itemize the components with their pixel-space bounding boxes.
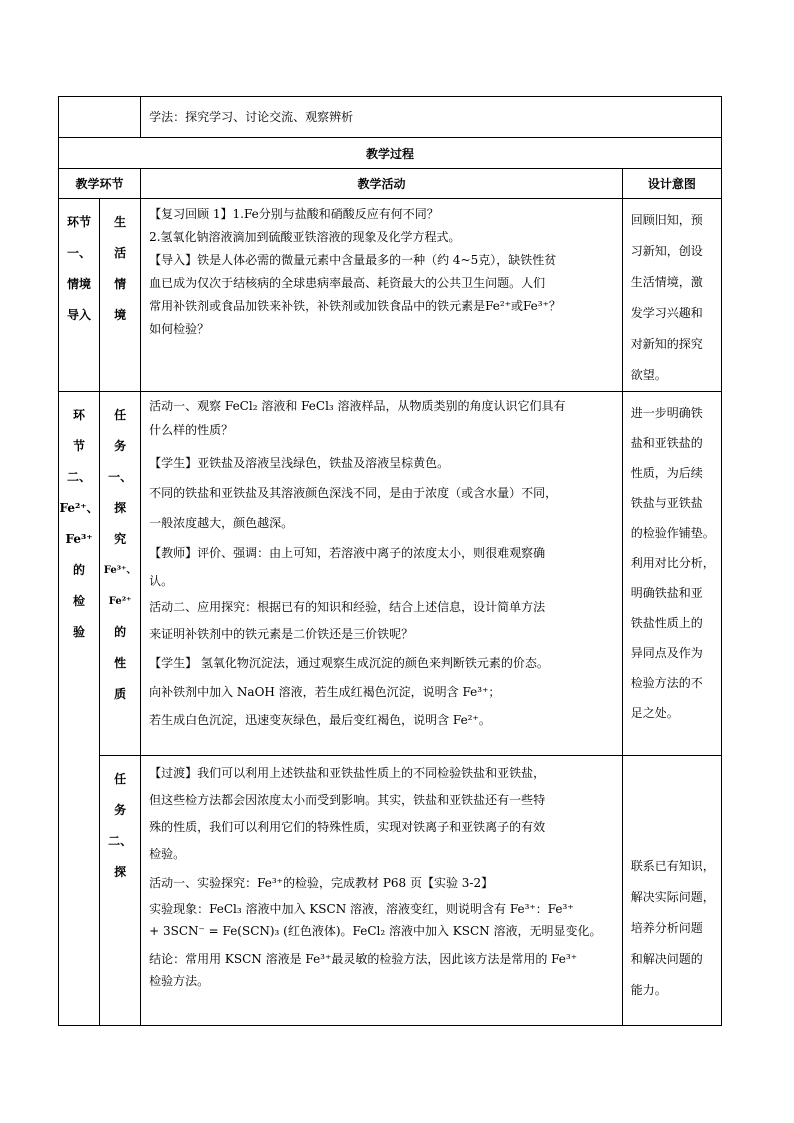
task1-intent: 进一步明确铁 盐和亚铁盐的 性质，为后续 铁盐与亚铁盐 的检验作铺垫。 利用对比分析， 明确铁盐和亚 铁盐性质上的 异同点及作为 检验方法的不 足之处。 bbox=[622, 392, 721, 756]
activity-line: 来证明补铁剂中的铁元素是二价铁还是三价铁呢？ bbox=[149, 627, 414, 641]
col-stage-header: 教学环节 bbox=[59, 169, 141, 199]
activity-line: 【学生】亚铁盐及溶液呈浅绿色，铁盐及溶液呈棕黄色。 bbox=[149, 456, 450, 470]
activity-line: 【复习回顾 1】1.Fe分别与盐酸和硝酸反应有何不同？ bbox=[149, 207, 439, 221]
activity-line: 一般浓度越大，颜色越深。 bbox=[149, 516, 294, 530]
activity-line: 【导入】铁是人体必需的微量元素中含量最多的一种（约 4~5克），缺铁性贫 bbox=[149, 253, 557, 267]
col-activity-header: 教学活动 bbox=[141, 169, 623, 199]
task1-row bbox=[59, 392, 722, 756]
stage1-sublabel: 生 活 情 境 bbox=[100, 199, 141, 392]
col-intent-header: 设计意图 bbox=[622, 169, 721, 199]
activity-line: 若生成白色沉淀，迅速变灰绿色，最后变红褐色，说明含 Fe²⁺。 bbox=[149, 713, 491, 727]
activity-line: 【过渡】我们可以利用上述铁盐和亚铁盐性质上的不同检验铁盐和亚铁盐， bbox=[149, 766, 546, 780]
activity-line: 认。 bbox=[149, 574, 174, 588]
activity-line: 检验。 bbox=[149, 847, 186, 861]
activity-line: 【学生】 氢氧化物沉淀法，通过观察生成沉淀的颜色来判断铁元素的价态。 bbox=[149, 656, 549, 670]
activity-line: 活动一、实验探究：Fe³⁺的检验，完成教材 P68 页【实验 3-2】 bbox=[149, 876, 494, 890]
process-title: 教学过程 bbox=[59, 138, 722, 169]
activity-line: 2.氢氧化钠溶液滴加到硫酸亚铁溶液的现象及化学方程式。 bbox=[149, 230, 461, 244]
task2-activity bbox=[141, 756, 623, 1026]
activity-line: 血已成为仅次于结核病的全球患病率最高、耗资最大的公共卫生问题。人们 bbox=[149, 276, 546, 290]
activity-line: 常用补铁剂或食品加铁来补铁，补铁剂或加铁食品中的铁元素是Fe²⁺或Fe³⁺？ bbox=[149, 299, 561, 313]
stage1-row bbox=[59, 199, 722, 392]
activity-line: 实验现象：FeCl₃ 溶液中加入 KSCN 溶液，溶液变红，则说明含有 Fe³⁺：Fe³⁺ bbox=[149, 902, 574, 916]
method-cell bbox=[141, 97, 722, 138]
activity-line: 如何检验？ bbox=[149, 322, 210, 336]
column-header-row bbox=[59, 169, 722, 199]
task2-intent: 联系已有知识， 解决实际问题， 培养分析问题 和解决问题的 能力。 bbox=[622, 756, 721, 1026]
stage1-label: 环节 一、 情境 导入 bbox=[59, 199, 100, 392]
activity-line: 殊的性质，我们可以利用它们的特殊性质，实现对铁离子和亚铁离子的有效 bbox=[149, 820, 546, 834]
activity-line: 【教师】评价、强调：由上可知，若溶液中离子的浓度太小，则很难观察确 bbox=[149, 546, 546, 560]
activity-line: + 3SCN⁻ = Fe(SCN)₃ (红色液体)。FeCl₂ 溶液中加入 KSCN 溶液，无明显变化。 bbox=[149, 924, 602, 938]
activity-line: 检验方法。 bbox=[149, 974, 210, 988]
activity-line: 结论：常用用 KSCN 溶液是 Fe³⁺最灵敏的检验方法，因此该方法是常用的 Fe³⁺ bbox=[149, 952, 578, 966]
activity-line: 活动一、观察 FeCl₂ 溶液和 FeCl₃ 溶液样品，从物质类别的角度认识它们具有 bbox=[149, 399, 566, 413]
lesson-plan-table bbox=[58, 96, 722, 1026]
stage1-activity bbox=[141, 199, 623, 392]
activity-line: 但这些检方法都会因浓度太小而受到影响。其实，铁盐和亚铁盐还有一些特 bbox=[149, 793, 546, 807]
activity-line: 不同的铁盐和亚铁盐及其溶液颜色深浅不同，是由于浓度（或含水量）不同， bbox=[149, 486, 558, 500]
stage2-label: 环 节 二、 Fe²⁺、 Fe³⁺ 的 检 验 bbox=[59, 392, 100, 1026]
task1-label: 任 务 一、 探 究 Fe³⁺、 Fe²⁺ 的 性 质 bbox=[100, 392, 141, 756]
activity-line: 什么样的性质？ bbox=[149, 423, 234, 437]
empty-cell bbox=[59, 97, 141, 138]
method-row bbox=[59, 97, 722, 138]
activity-line: 活动二、应用探究：根据已有的知识和经验，结合上述信息，设计简单方法 bbox=[149, 600, 546, 614]
task2-label: 任 务 二、 探 bbox=[100, 756, 141, 1026]
task1-activity bbox=[141, 392, 623, 756]
activity-line: 向补铁剂中加入 NaOH 溶液，若生成红褐色沉淀，说明含 Fe³⁺； bbox=[149, 685, 501, 699]
process-title-row bbox=[59, 138, 722, 169]
task2-row bbox=[59, 756, 722, 1026]
stage1-intent: 回顾旧知，预 习新知，创设 生活情境，激 发学习兴趣和 对新知的探究 欲望。 bbox=[622, 199, 721, 392]
learning-method: 学法：探究学习、讨论交流、观察辨析 bbox=[149, 109, 354, 124]
